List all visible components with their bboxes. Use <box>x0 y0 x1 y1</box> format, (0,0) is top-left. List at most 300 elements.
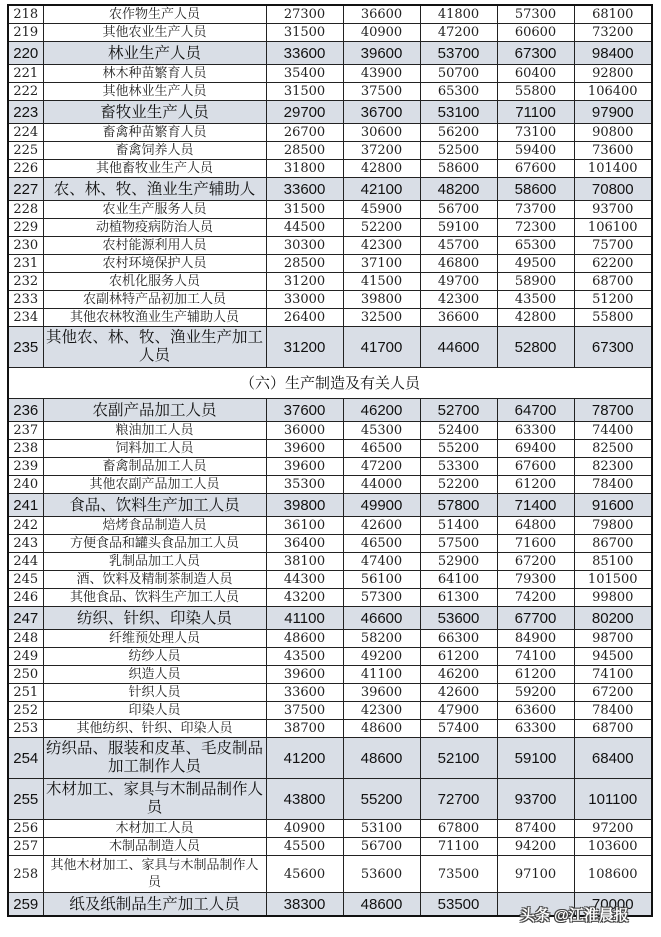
wage-value-4: 67200 <box>497 553 574 571</box>
wage-value-2: 53100 <box>343 820 420 838</box>
wage-value-2: 42100 <box>343 178 420 201</box>
wage-value-2: 30600 <box>343 124 420 142</box>
table-row <box>8 684 652 702</box>
wage-value-5: 93700 <box>574 201 652 219</box>
wage-value-3: 53600 <box>420 607 497 630</box>
wage-value-1: 31200 <box>266 327 343 368</box>
table-row <box>8 201 652 219</box>
table-row <box>8 255 652 273</box>
wage-value-1: 27300 <box>266 5 343 24</box>
wage-table-container <box>7 4 651 917</box>
occupation-name: 农副林特产品初加工人员 <box>43 291 266 309</box>
table-row <box>8 571 652 589</box>
wage-value-5: 78400 <box>574 476 652 494</box>
wage-value-3: 53500 <box>420 893 497 917</box>
table-row <box>8 856 652 893</box>
occupation-name: 木制品制造人员 <box>43 838 266 856</box>
section-title: （六）生产制造及有关人员 <box>8 368 652 399</box>
table-row <box>8 160 652 178</box>
table-row <box>8 458 652 476</box>
row-id: 220 <box>8 42 43 65</box>
table-row <box>8 440 652 458</box>
row-id: 257 <box>8 838 43 856</box>
occupation-name: 农副产品加工人员 <box>43 399 266 422</box>
wage-value-2: 57300 <box>343 589 420 607</box>
wage-value-2: 45300 <box>343 422 420 440</box>
table-row <box>8 422 652 440</box>
wage-value-3: 57500 <box>420 535 497 553</box>
wage-value-1: 38300 <box>266 893 343 917</box>
table-row <box>8 124 652 142</box>
wage-value-3: 52100 <box>420 738 497 779</box>
wage-value-3: 65300 <box>420 83 497 101</box>
table-row <box>8 720 652 738</box>
wage-value-2: 45900 <box>343 201 420 219</box>
occupation-name: 农机化服务人员 <box>43 273 266 291</box>
occupation-name: 乳制品加工人员 <box>43 553 266 571</box>
wage-value-5: 94500 <box>574 648 652 666</box>
row-id: 221 <box>8 65 43 83</box>
wage-value-1: 28500 <box>266 142 343 160</box>
wage-value-3: 51400 <box>420 517 497 535</box>
table-row <box>8 101 652 124</box>
table-row <box>8 494 652 517</box>
wage-value-2: 43900 <box>343 65 420 83</box>
row-id: 254 <box>8 738 43 779</box>
table-row <box>8 553 652 571</box>
occupation-name: 饲料加工人员 <box>43 440 266 458</box>
wage-value-1: 39600 <box>266 666 343 684</box>
wage-value-3: 52200 <box>420 476 497 494</box>
wage-value-1: 39600 <box>266 440 343 458</box>
wage-value-4: 65300 <box>497 237 574 255</box>
wage-value-4: 73100 <box>497 124 574 142</box>
wage-value-5: 70800 <box>574 178 652 201</box>
wage-value-4: 79300 <box>497 571 574 589</box>
wage-value-4: 97100 <box>497 856 574 893</box>
row-id: 234 <box>8 309 43 327</box>
row-id: 225 <box>8 142 43 160</box>
wage-value-2: 47400 <box>343 553 420 571</box>
occupation-name: 农、林、牧、渔业生产辅助人 <box>43 178 266 201</box>
row-id: 253 <box>8 720 43 738</box>
wage-value-1: 38700 <box>266 720 343 738</box>
row-id: 218 <box>8 5 43 24</box>
wage-value-4: 58600 <box>497 178 574 201</box>
row-id: 252 <box>8 702 43 720</box>
table-row <box>8 476 652 494</box>
wage-value-4: 72300 <box>497 219 574 237</box>
wage-value-2: 42300 <box>343 237 420 255</box>
row-id: 227 <box>8 178 43 201</box>
occupation-name: 林业生产人员 <box>43 42 266 65</box>
row-id: 228 <box>8 201 43 219</box>
row-id: 224 <box>8 124 43 142</box>
wage-value-2: 39800 <box>343 291 420 309</box>
wage-value-2: 42600 <box>343 517 420 535</box>
table-row <box>8 24 652 42</box>
occupation-name: 纺纱人员 <box>43 648 266 666</box>
occupation-name: 焙烤食品制造人员 <box>43 517 266 535</box>
wage-value-3: 45700 <box>420 237 497 255</box>
row-id: 223 <box>8 101 43 124</box>
wage-value-3: 41800 <box>420 5 497 24</box>
wage-value-5: 108600 <box>574 856 652 893</box>
wage-value-2: 48600 <box>343 738 420 779</box>
wage-value-2: 49200 <box>343 648 420 666</box>
wage-value-3: 56700 <box>420 201 497 219</box>
wage-value-4: 59400 <box>497 142 574 160</box>
wage-value-1: 43500 <box>266 648 343 666</box>
row-id: 251 <box>8 684 43 702</box>
wage-value-3: 61300 <box>420 589 497 607</box>
wage-value-1: 43800 <box>266 779 343 820</box>
wage-value-3: 42300 <box>420 291 497 309</box>
wage-value-2: 40900 <box>343 24 420 42</box>
wage-value-3: 59100 <box>420 219 497 237</box>
table-row <box>8 702 652 720</box>
wage-value-1: 26400 <box>266 309 343 327</box>
wage-value-4: 74100 <box>497 648 574 666</box>
wage-value-5: 67300 <box>574 327 652 368</box>
section-row <box>8 368 652 399</box>
wage-value-3: 46200 <box>420 666 497 684</box>
wage-value-4: 59200 <box>497 684 574 702</box>
wage-value-5: 74400 <box>574 422 652 440</box>
wage-value-1: 29700 <box>266 101 343 124</box>
wage-value-1: 36000 <box>266 422 343 440</box>
wage-value-2: 44000 <box>343 476 420 494</box>
wage-value-4: 63300 <box>497 422 574 440</box>
wage-value-4: 71600 <box>497 535 574 553</box>
wage-value-4: 61200 <box>497 666 574 684</box>
wage-value-3: 36600 <box>420 309 497 327</box>
occupation-name: 农业生产服务人员 <box>43 201 266 219</box>
wage-value-3: 42600 <box>420 684 497 702</box>
table-row <box>8 42 652 65</box>
wage-value-4: 67700 <box>497 607 574 630</box>
wage-value-5: 55800 <box>574 309 652 327</box>
table-row <box>8 838 652 856</box>
wage-value-2: 49900 <box>343 494 420 517</box>
table-section-header <box>8 368 652 399</box>
wage-value-5: 62200 <box>574 255 652 273</box>
wage-value-4: 61200 <box>497 476 574 494</box>
row-id: 219 <box>8 24 43 42</box>
table-row <box>8 630 652 648</box>
occupation-name: 针织人员 <box>43 684 266 702</box>
wage-value-2: 41700 <box>343 327 420 368</box>
table-body-agriculture <box>8 5 652 368</box>
occupation-name: 织造人员 <box>43 666 266 684</box>
wage-value-2: 39600 <box>343 684 420 702</box>
table-row <box>8 399 652 422</box>
wage-value-5: 78400 <box>574 702 652 720</box>
row-id: 246 <box>8 589 43 607</box>
table-row <box>8 820 652 838</box>
wage-value-5: 99800 <box>574 589 652 607</box>
wage-value-3: 46800 <box>420 255 497 273</box>
wage-value-2: 52200 <box>343 219 420 237</box>
row-id: 238 <box>8 440 43 458</box>
wage-value-4: 71100 <box>497 101 574 124</box>
wage-value-5: 97900 <box>574 101 652 124</box>
table-row <box>8 738 652 779</box>
wage-value-5: 68100 <box>574 5 652 24</box>
occupation-name: 纤维预处理人员 <box>43 630 266 648</box>
wage-value-1: 28500 <box>266 255 343 273</box>
table-row <box>8 142 652 160</box>
wage-value-5: 106100 <box>574 219 652 237</box>
wage-value-1: 39800 <box>266 494 343 517</box>
wage-value-5: 98700 <box>574 630 652 648</box>
wage-value-1: 31500 <box>266 201 343 219</box>
wage-value-2: 42300 <box>343 702 420 720</box>
occupation-name: 其他农副产品加工人员 <box>43 476 266 494</box>
wage-value-3: 57800 <box>420 494 497 517</box>
wage-value-1: 41200 <box>266 738 343 779</box>
wage-value-2: 48600 <box>343 720 420 738</box>
wage-value-5: 92800 <box>574 65 652 83</box>
wage-value-3: 53700 <box>420 42 497 65</box>
wage-value-2: 37200 <box>343 142 420 160</box>
wage-value-5: 70000 <box>574 893 652 917</box>
wage-value-1: 44500 <box>266 219 343 237</box>
wage-value-4: 63600 <box>497 702 574 720</box>
wage-value-3: 50700 <box>420 65 497 83</box>
wage-value-2: 46200 <box>343 399 420 422</box>
wage-value-4: 63300 <box>497 720 574 738</box>
wage-value-1: 37600 <box>266 399 343 422</box>
row-id: 244 <box>8 553 43 571</box>
occupation-name: 其他农业生产人员 <box>43 24 266 42</box>
wage-value-4: 57300 <box>497 5 574 24</box>
table-row <box>8 517 652 535</box>
wage-value-4: 60600 <box>497 24 574 42</box>
wage-value-1: 41100 <box>266 607 343 630</box>
wage-value-4: 94200 <box>497 838 574 856</box>
occupation-name: 其他畜牧业生产人员 <box>43 160 266 178</box>
wage-value-1: 45500 <box>266 838 343 856</box>
table-row <box>8 309 652 327</box>
row-id: 243 <box>8 535 43 553</box>
row-id: 240 <box>8 476 43 494</box>
row-id: 232 <box>8 273 43 291</box>
wage-value-3: 47900 <box>420 702 497 720</box>
wage-value-2: 32500 <box>343 309 420 327</box>
row-id: 247 <box>8 607 43 630</box>
row-id: 259 <box>8 893 43 917</box>
wage-value-2: 37100 <box>343 255 420 273</box>
wage-value-3: 72700 <box>420 779 497 820</box>
wage-value-5: 90800 <box>574 124 652 142</box>
wage-value-3: 64100 <box>420 571 497 589</box>
table-row <box>8 648 652 666</box>
wage-value-3: 52400 <box>420 422 497 440</box>
wage-value-3: 71100 <box>420 838 497 856</box>
wage-value-4: 49500 <box>497 255 574 273</box>
table-row <box>8 666 652 684</box>
wage-value-1: 40900 <box>266 820 343 838</box>
row-id: 258 <box>8 856 43 893</box>
wage-value-4: 74200 <box>497 589 574 607</box>
occupation-name: 其他农、林、牧、渔业生产加工人员 <box>43 327 266 368</box>
row-id: 236 <box>8 399 43 422</box>
wage-value-4: 67600 <box>497 160 574 178</box>
wage-value-2: 46500 <box>343 440 420 458</box>
occupation-name: 木材加工、家具与木制品制作人员 <box>43 779 266 820</box>
wage-value-3: 47200 <box>420 24 497 42</box>
wage-value-4: 52800 <box>497 327 574 368</box>
wage-value-2: 37500 <box>343 83 420 101</box>
wage-value-2: 46600 <box>343 607 420 630</box>
wage-value-4: 64800 <box>497 517 574 535</box>
wage-value-1: 33600 <box>266 42 343 65</box>
row-id: 255 <box>8 779 43 820</box>
wage-value-3: 61200 <box>420 648 497 666</box>
wage-value-3: 73500 <box>420 856 497 893</box>
wage-value-5: 106400 <box>574 83 652 101</box>
occupation-name: 动植物疫病防治人员 <box>43 219 266 237</box>
wage-value-5: 79800 <box>574 517 652 535</box>
wage-value-4: 55800 <box>497 83 574 101</box>
occupation-name: 其他木材加工、家具与木制品制作人员 <box>43 856 266 893</box>
wage-value-2: 48600 <box>343 893 420 917</box>
wage-value-3: 66300 <box>420 630 497 648</box>
wage-value-4: 43500 <box>497 291 574 309</box>
wage-value-1: 26700 <box>266 124 343 142</box>
wage-value-2: 36700 <box>343 101 420 124</box>
wage-value-2: 36600 <box>343 5 420 24</box>
row-id: 229 <box>8 219 43 237</box>
wage-value-5: 82300 <box>574 458 652 476</box>
wage-value-5: 86700 <box>574 535 652 553</box>
table-row <box>8 327 652 368</box>
wage-value-3: 49700 <box>420 273 497 291</box>
wage-value-4: 60400 <box>497 65 574 83</box>
table-row <box>8 5 652 24</box>
wage-value-3: 58600 <box>420 160 497 178</box>
row-id: 241 <box>8 494 43 517</box>
row-id: 242 <box>8 517 43 535</box>
table-row <box>8 237 652 255</box>
occupation-name: 农作物生产人员 <box>43 5 266 24</box>
occupation-name: 木材加工人员 <box>43 820 266 838</box>
wage-value-1: 38100 <box>266 553 343 571</box>
table-row <box>8 589 652 607</box>
row-id: 239 <box>8 458 43 476</box>
table-row <box>8 83 652 101</box>
occupation-name: 纺织品、服装和皮革、毛皮制品加工制作人员 <box>43 738 266 779</box>
table-row <box>8 535 652 553</box>
wage-value-3: 52700 <box>420 399 497 422</box>
wage-value-1: 35400 <box>266 65 343 83</box>
occupation-name: 方便食品和罐头食品加工人员 <box>43 535 266 553</box>
wage-value-5: 68700 <box>574 720 652 738</box>
table-row <box>8 607 652 630</box>
occupation-name: 其他农林牧渔业生产辅助人员 <box>43 309 266 327</box>
wage-value-5: 82500 <box>574 440 652 458</box>
table-body-manufacturing <box>8 399 652 917</box>
wage-value-5: 68400 <box>574 738 652 779</box>
wage-value-2: 56100 <box>343 571 420 589</box>
wage-value-1: 31200 <box>266 273 343 291</box>
occupation-name: 纸及纸制品生产加工人员 <box>43 893 266 917</box>
wage-value-1: 43200 <box>266 589 343 607</box>
row-id: 245 <box>8 571 43 589</box>
wage-value-1: 35300 <box>266 476 343 494</box>
row-id: 249 <box>8 648 43 666</box>
table-row <box>8 219 652 237</box>
occupation-name: 其他林业生产人员 <box>43 83 266 101</box>
wage-value-3: 52500 <box>420 142 497 160</box>
wage-value-4: 64700 <box>497 399 574 422</box>
wage-value-5: 101400 <box>574 160 652 178</box>
row-id: 237 <box>8 422 43 440</box>
wage-value-3: 53100 <box>420 101 497 124</box>
wage-value-3: 44600 <box>420 327 497 368</box>
table-row <box>8 178 652 201</box>
wage-value-5: 101100 <box>574 779 652 820</box>
wage-value-4: 58900 <box>497 273 574 291</box>
occupation-name: 农村能源利用人员 <box>43 237 266 255</box>
row-id: 250 <box>8 666 43 684</box>
occupation-wage-table <box>7 4 653 917</box>
occupation-name: 其他食品、饮料生产加工人员 <box>43 589 266 607</box>
occupation-name: 畜禽制品加工人员 <box>43 458 266 476</box>
wage-value-2: 47200 <box>343 458 420 476</box>
occupation-name: 其他纺织、针织、印染人员 <box>43 720 266 738</box>
table-row <box>8 273 652 291</box>
wage-value-2: 55200 <box>343 779 420 820</box>
wage-value-4: 59100 <box>497 738 574 779</box>
wage-value-2: 41500 <box>343 273 420 291</box>
wage-value-4: 84900 <box>497 630 574 648</box>
occupation-name: 畜禽饲养人员 <box>43 142 266 160</box>
wage-value-3: 48200 <box>420 178 497 201</box>
wage-value-5: 68700 <box>574 273 652 291</box>
wage-value-4: 42800 <box>497 309 574 327</box>
occupation-name: 粮油加工人员 <box>43 422 266 440</box>
wage-value-5: 75700 <box>574 237 652 255</box>
wage-value-5: 67200 <box>574 684 652 702</box>
wage-value-5: 80200 <box>574 607 652 630</box>
table-row <box>8 291 652 309</box>
wage-value-1: 39600 <box>266 458 343 476</box>
wage-value-2: 42800 <box>343 160 420 178</box>
row-id: 231 <box>8 255 43 273</box>
wage-value-1: 33000 <box>266 291 343 309</box>
wage-value-5: 51200 <box>574 291 652 309</box>
wage-value-4: 93700 <box>497 779 574 820</box>
wage-value-2: 58200 <box>343 630 420 648</box>
wage-value-5: 73200 <box>574 24 652 42</box>
table-row <box>8 65 652 83</box>
wage-value-5: 85100 <box>574 553 652 571</box>
wage-value-4: 69400 <box>497 440 574 458</box>
wage-value-1: 31500 <box>266 83 343 101</box>
wage-value-1: 45600 <box>266 856 343 893</box>
wage-value-1: 36400 <box>266 535 343 553</box>
wage-value-2: 56700 <box>343 838 420 856</box>
wage-value-1: 48600 <box>266 630 343 648</box>
row-id: 256 <box>8 820 43 838</box>
wage-value-5: 73600 <box>574 142 652 160</box>
wage-value-1: 31800 <box>266 160 343 178</box>
wage-value-3: 56200 <box>420 124 497 142</box>
wage-value-4: 71400 <box>497 494 574 517</box>
occupation-name: 农村环境保护人员 <box>43 255 266 273</box>
